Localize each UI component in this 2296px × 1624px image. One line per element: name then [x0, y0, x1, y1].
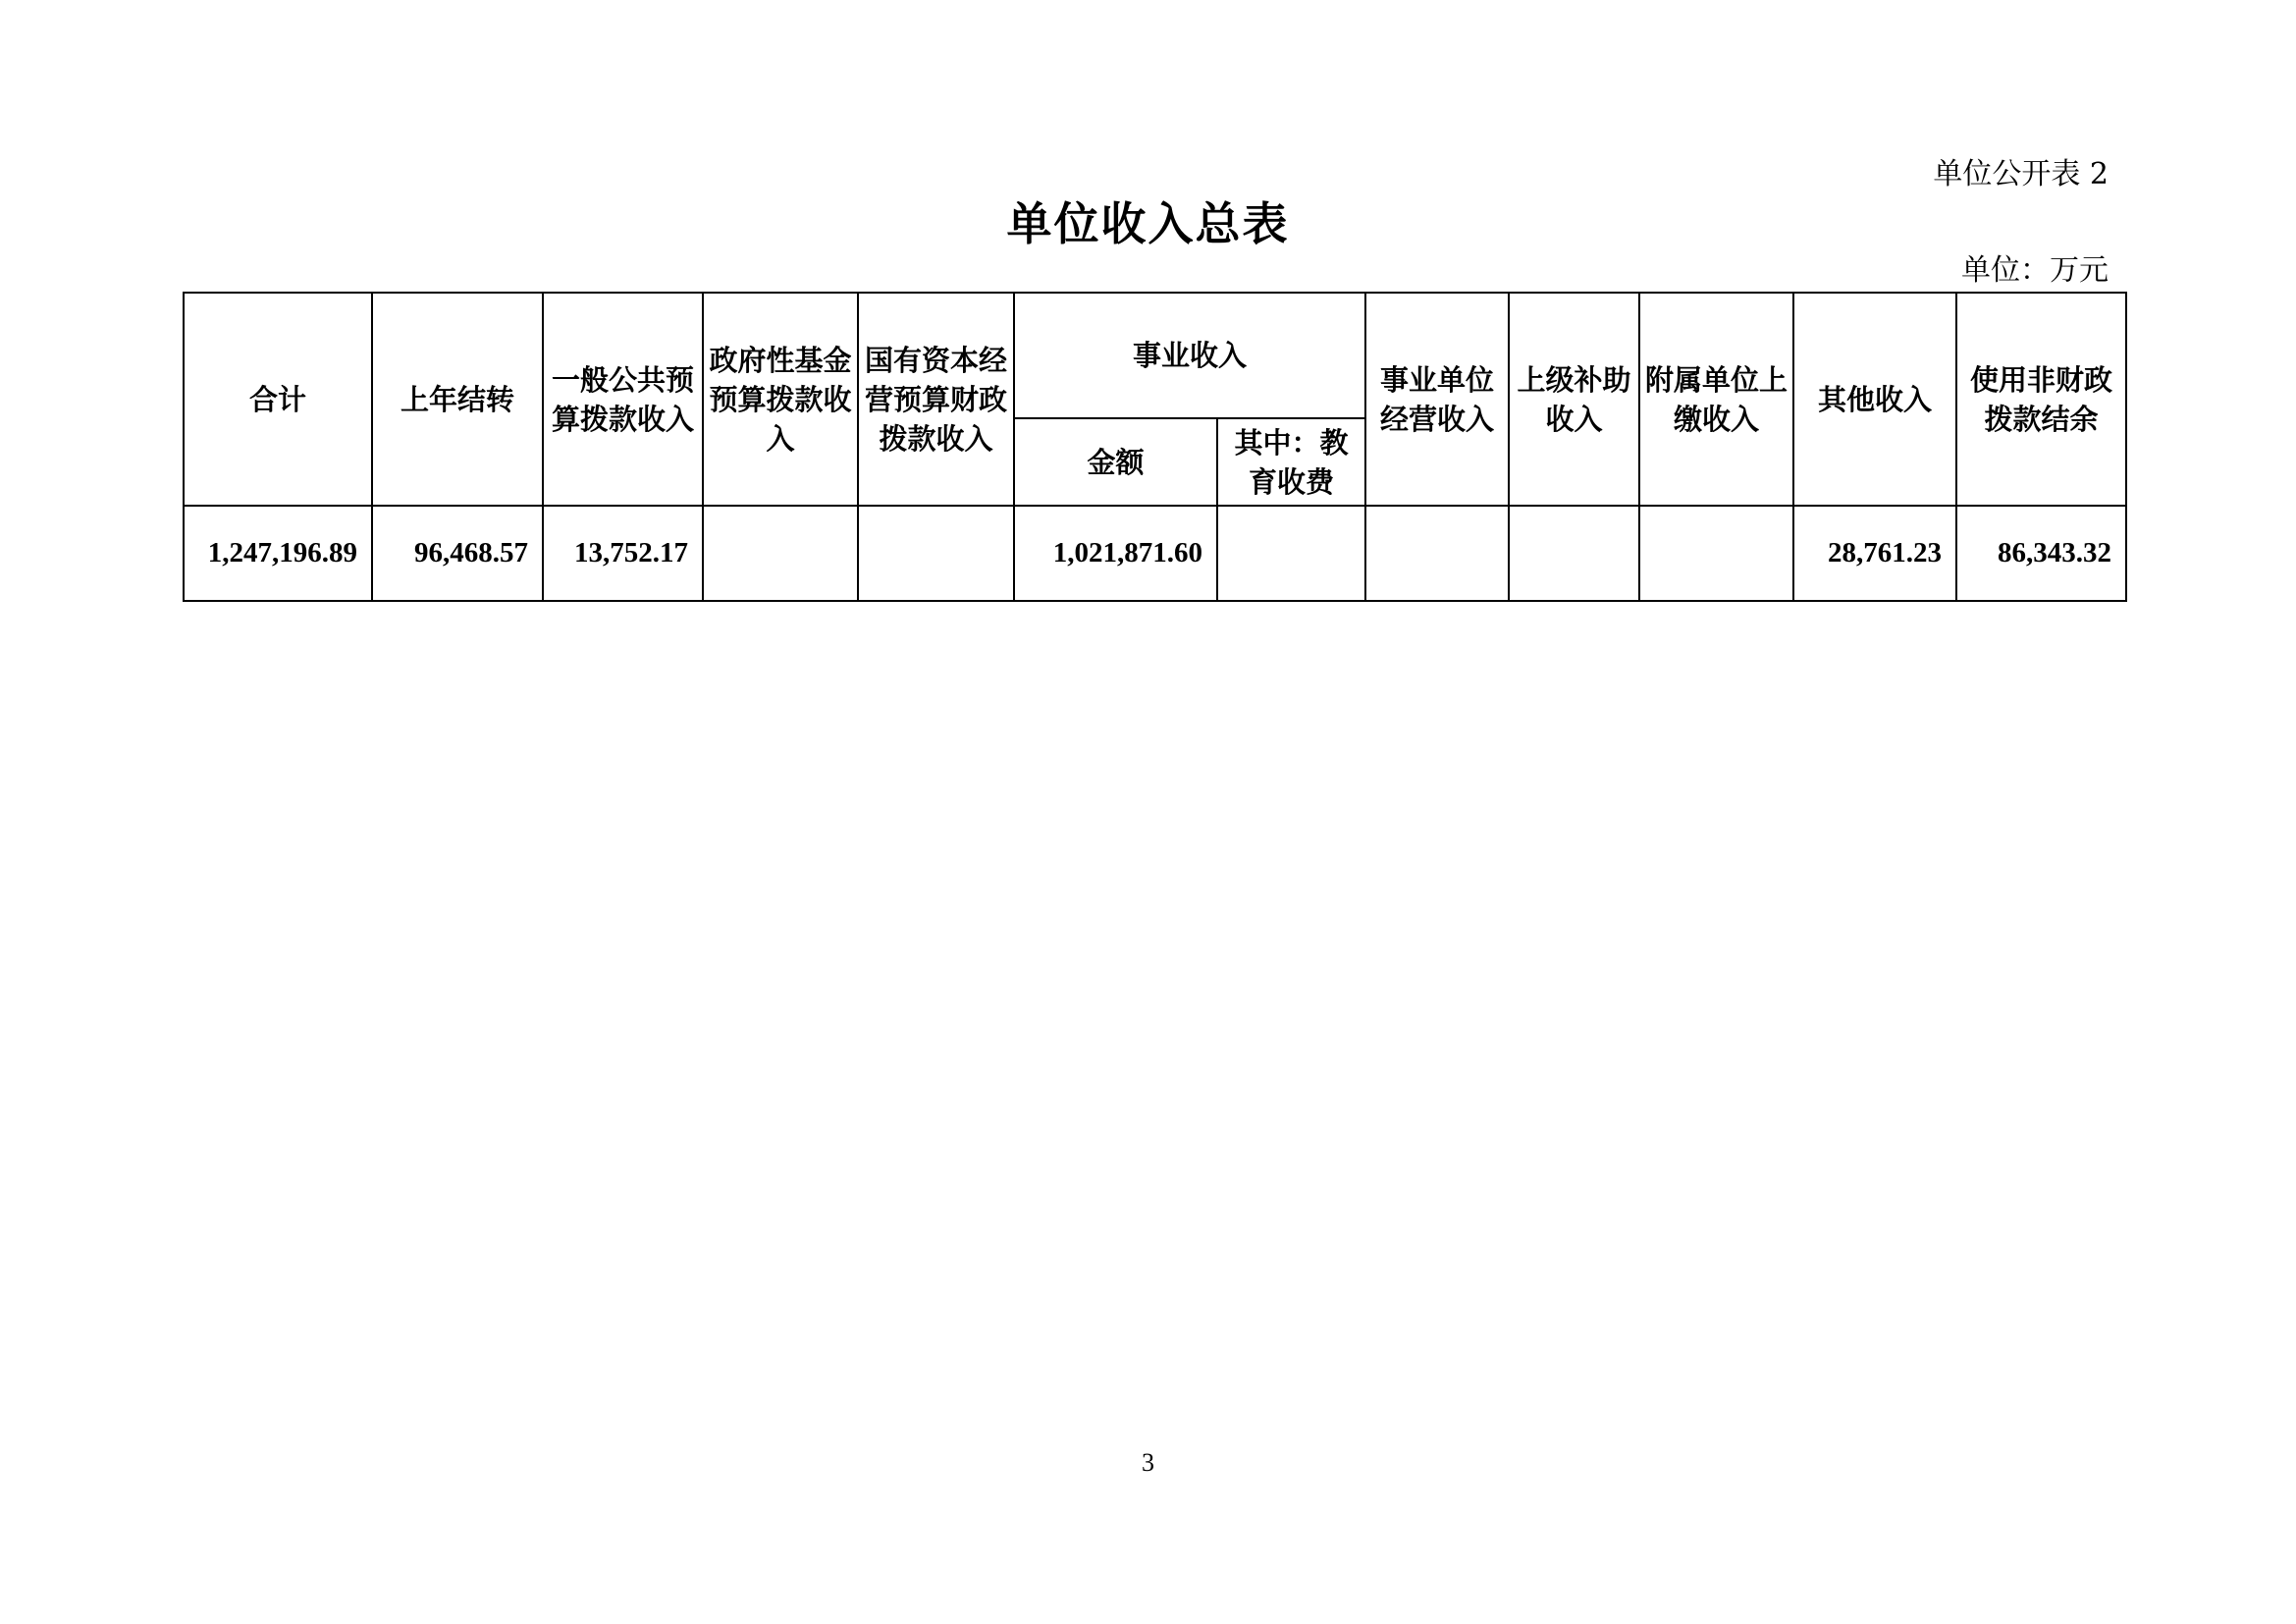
table-number-label: 单位公开表 2: [1933, 157, 2109, 191]
cell-business-operation: [1365, 506, 1509, 601]
header-general-public-budget: 一般公共预算拨款收入: [543, 293, 703, 506]
cell-affiliated-turnover: [1639, 506, 1793, 601]
cell-state-capital-budget: [858, 506, 1014, 601]
header-business-income: 事业收入: [1014, 293, 1365, 418]
cell-business-edu-fee: [1217, 506, 1365, 601]
header-other-income: 其他收入: [1793, 293, 1956, 506]
header-state-capital-budget: 国有资本经营预算财政拨款收入: [858, 293, 1014, 506]
header-total: 合计: [184, 293, 372, 506]
cell-other-income: 28,761.23: [1793, 506, 1956, 601]
header-affiliated-turnover: 附属单位上缴收入: [1639, 293, 1793, 506]
header-carryover: 上年结转: [372, 293, 543, 506]
cell-carryover: 96,468.57: [372, 506, 543, 601]
cell-superior-subsidy: [1509, 506, 1639, 601]
header-business-amount: 金额: [1014, 418, 1217, 506]
table-row: [184, 506, 2126, 601]
cell-general-public-budget: 13,752.17: [543, 506, 703, 601]
header-gov-fund-budget: 政府性基金预算拨款收入: [703, 293, 858, 506]
header-non-fiscal-balance: 使用非财政拨款结余: [1956, 293, 2126, 506]
header-business-edu-fee: 其中：教育收费: [1217, 418, 1365, 506]
cell-gov-fund-budget: [703, 506, 858, 601]
header-superior-subsidy: 上级补助收入: [1509, 293, 1639, 506]
income-summary-table: [183, 292, 2127, 602]
cell-business-amount: 1,021,871.60: [1014, 506, 1217, 601]
cell-total: 1,247,196.89: [184, 506, 372, 601]
cell-non-fiscal-balance: 86,343.32: [1956, 506, 2126, 601]
header-business-operation: 事业单位经营收入: [1365, 293, 1509, 506]
unit-label: 单位：万元: [1961, 253, 2109, 288]
header-row: [184, 293, 2126, 418]
page-number: 3: [1142, 1448, 1154, 1477]
page-title: 单位收入总表: [1006, 197, 1290, 250]
